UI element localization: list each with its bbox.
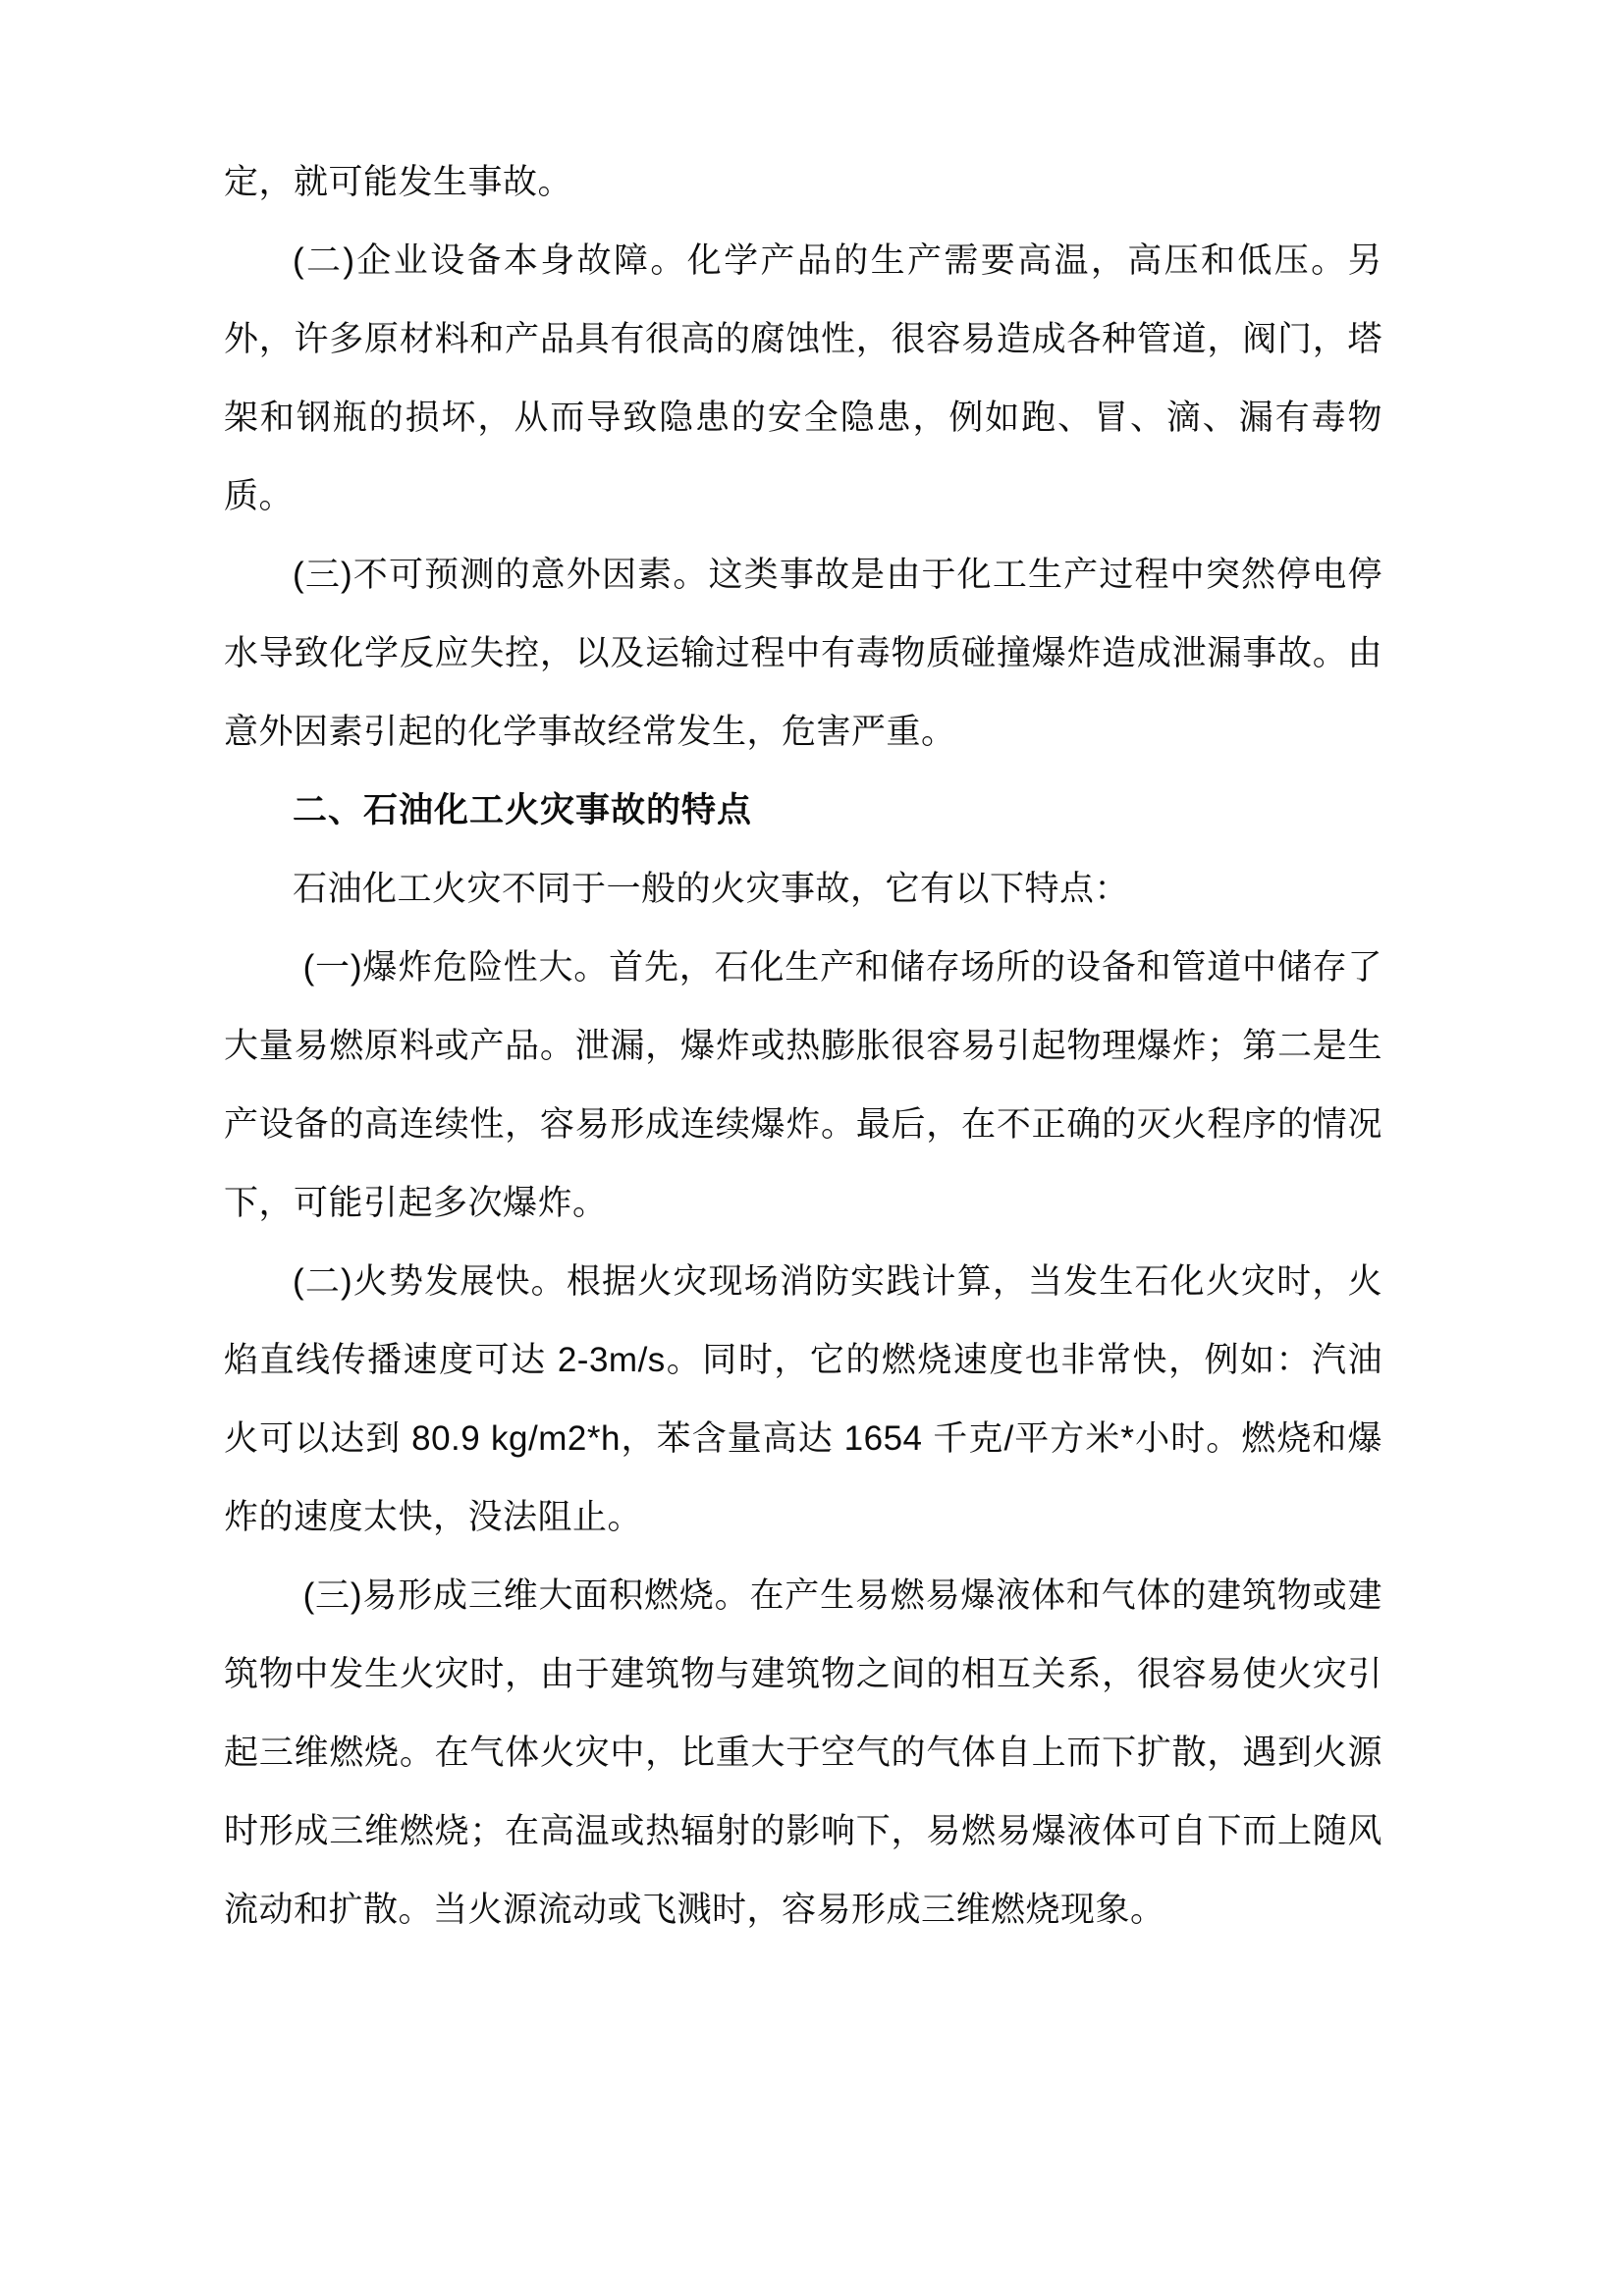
paragraph-feature-one: (一)爆炸危险性大。首先，石化生产和储存场所的设备和管道中储存了大量易燃原料或产品。泄漏，爆炸或热膨胀很容易引起物理爆炸；第二是生产设备的高连续性，容易形成连续爆炸。最后，在不正确的灭火程序的情况下，可能引起多次爆炸。	[224, 948, 1382, 1222]
heading-section-two: 二、石油化工火灾事故的特点	[293, 791, 753, 829]
paragraph-cause-two: (二)企业设备本身故障。化学产品的生产需要高温，高压和低压。另外，许多原材料和产品具有很高的腐蚀性，很容易造成各种管道，阀门，塔架和钢瓶的损坏，从而导致隐患的安全隐患，例如跑、冒、滴、漏有毒物质。	[224, 241, 1382, 515]
paragraph-feature-three: (三)易形成三维大面积燃烧。在产生易燃易爆液体和气体的建筑物或建筑物中发生火灾时，由于建筑物与建筑物之间的相互关系，很容易使火灾引起三维燃烧。在气体火灾中，比重大于空气的气体自上而下扩散，遇到火源时形成三维燃烧；在高温或热辐射的影响下，易燃易爆液体可自下而上随风流动和扩散。当火源流动或飞溅时，容易形成三维燃烧现象。	[224, 1576, 1382, 1929]
page-text-body	[224, 143, 1382, 1949]
paragraph-cause-three: (三)不可预测的意外因素。这类事故是由于化工生产过程中突然停电停水导致化学反应失控，以及运输过程中有毒物质碰撞爆炸造成泄漏事故。由意外因素引起的化学事故经常发生，危害严重。	[224, 556, 1382, 751]
paragraph-section-two-intro: 石油化工火灾不同于一般的火灾事故，它有以下特点：	[293, 870, 1130, 908]
paragraph-feature-two: (二)火势发展快。根据火灾现场消防实践计算，当发生石化火灾时，火焰直线传播速度可达 2-3m/s。同时，它的燃烧速度也非常快，例如：汽油火可以达到 80.9 kg/m2*h，苯含量高达 1654 千克/平方米*小时。燃烧和爆炸的速度太快，没法阻止。	[224, 1262, 1382, 1536]
paragraph-continued-from-previous-page: 定，就可能发生事故。	[224, 163, 573, 201]
